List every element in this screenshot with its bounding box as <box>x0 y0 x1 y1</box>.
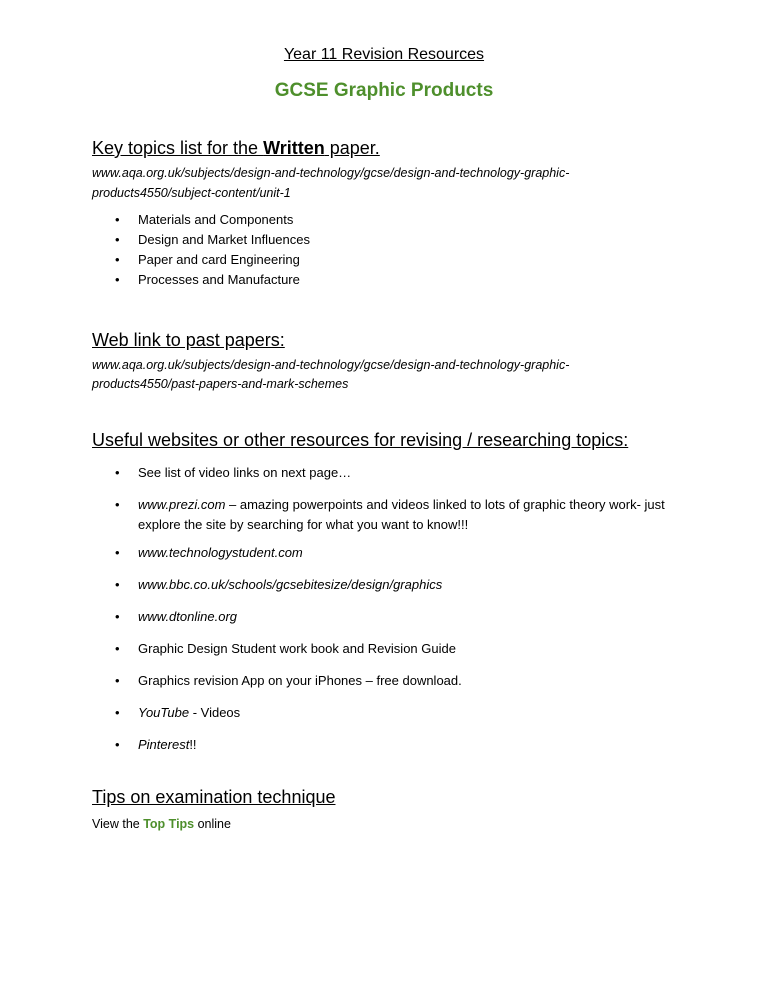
prezi-description: – amazing powerpoints and videos linked to lots of graphic theory work- just <box>225 497 665 512</box>
key-topics-url-line2[interactable]: products4550/subject-content/unit-1 <box>92 186 291 200</box>
key-topics-heading <box>92 138 380 159</box>
bullet-icon: • <box>115 232 120 247</box>
topic-item: Processes and Manufacture <box>138 272 300 287</box>
pinterest-suffix: !! <box>189 737 197 752</box>
resource-item-prezi-line2: explore the site by searching for what you want to know!!! <box>138 517 469 532</box>
document-subtitle: GCSE Graphic Products <box>274 80 494 101</box>
key-topics-heading-prefix: Key topics list for the <box>92 138 264 158</box>
resource-link-dtonline[interactable]: www.dtonline.org <box>138 609 237 624</box>
exam-tips-heading: Tips on examination technique <box>92 787 336 807</box>
bullet-icon: • <box>115 705 120 720</box>
past-papers-url-line2[interactable]: products4550/past-papers-and-mark-schemes <box>92 377 349 391</box>
bullet-icon: • <box>115 212 120 227</box>
resource-item-pinterest <box>138 734 197 755</box>
bullet-icon: • <box>115 465 120 480</box>
resource-item-app: Graphics revision App on your iPhones – free download. <box>138 673 462 688</box>
key-topics-heading-suffix: paper. <box>324 138 380 158</box>
bullet-icon: • <box>115 577 120 592</box>
resource-link-technologystudent[interactable]: www.technologystudent.com <box>138 545 303 560</box>
bullet-icon: • <box>115 737 120 752</box>
topic-item: Design and Market Influences <box>138 232 310 247</box>
resource-item-prezi <box>138 494 665 515</box>
bullet-icon: • <box>115 641 120 656</box>
exam-tips-prefix: View the <box>92 817 144 831</box>
resources-heading: Useful websites or other resources for revising / researching topics: <box>92 430 629 450</box>
past-papers-heading: Web link to past papers: <box>92 330 285 350</box>
past-papers-url-line1[interactable]: www.aqa.org.uk/subjects/design-and-technology/gcse/design-and-technology-graphic- <box>92 358 570 372</box>
bullet-icon: • <box>115 673 120 688</box>
topic-item: Materials and Components <box>138 212 294 227</box>
document-title: Year 11 Revision Resources <box>283 46 485 63</box>
pinterest-label: Pinterest <box>138 737 190 752</box>
exam-tips-text <box>92 817 231 831</box>
youtube-suffix: - Videos <box>189 705 241 720</box>
resource-item-workbook: Graphic Design Student work book and Revision Guide <box>138 641 456 656</box>
bullet-icon: • <box>115 252 120 267</box>
bullet-icon: • <box>115 609 120 624</box>
key-topics-url-line1[interactable]: www.aqa.org.uk/subjects/design-and-technology/gcse/design-and-technology-graphic- <box>92 166 570 180</box>
resource-item-video-links: See list of video links on next page… <box>138 465 352 480</box>
prezi-link[interactable]: www.prezi.com <box>138 497 226 512</box>
topic-item: Paper and card Engineering <box>138 252 300 267</box>
resource-link-bbc-bitesize[interactable]: www.bbc.co.uk/schools/gcsebitesize/design/graphics <box>138 577 443 592</box>
youtube-label: YouTube <box>138 705 190 720</box>
bullet-icon: • <box>115 545 120 560</box>
resource-item-youtube <box>138 702 240 723</box>
key-topics-heading-bold: Written <box>263 138 325 158</box>
exam-tips-suffix: online <box>194 817 231 831</box>
top-tips-link[interactable]: Top Tips <box>143 817 195 831</box>
bullet-icon: • <box>115 272 120 287</box>
bullet-icon: • <box>115 497 120 512</box>
